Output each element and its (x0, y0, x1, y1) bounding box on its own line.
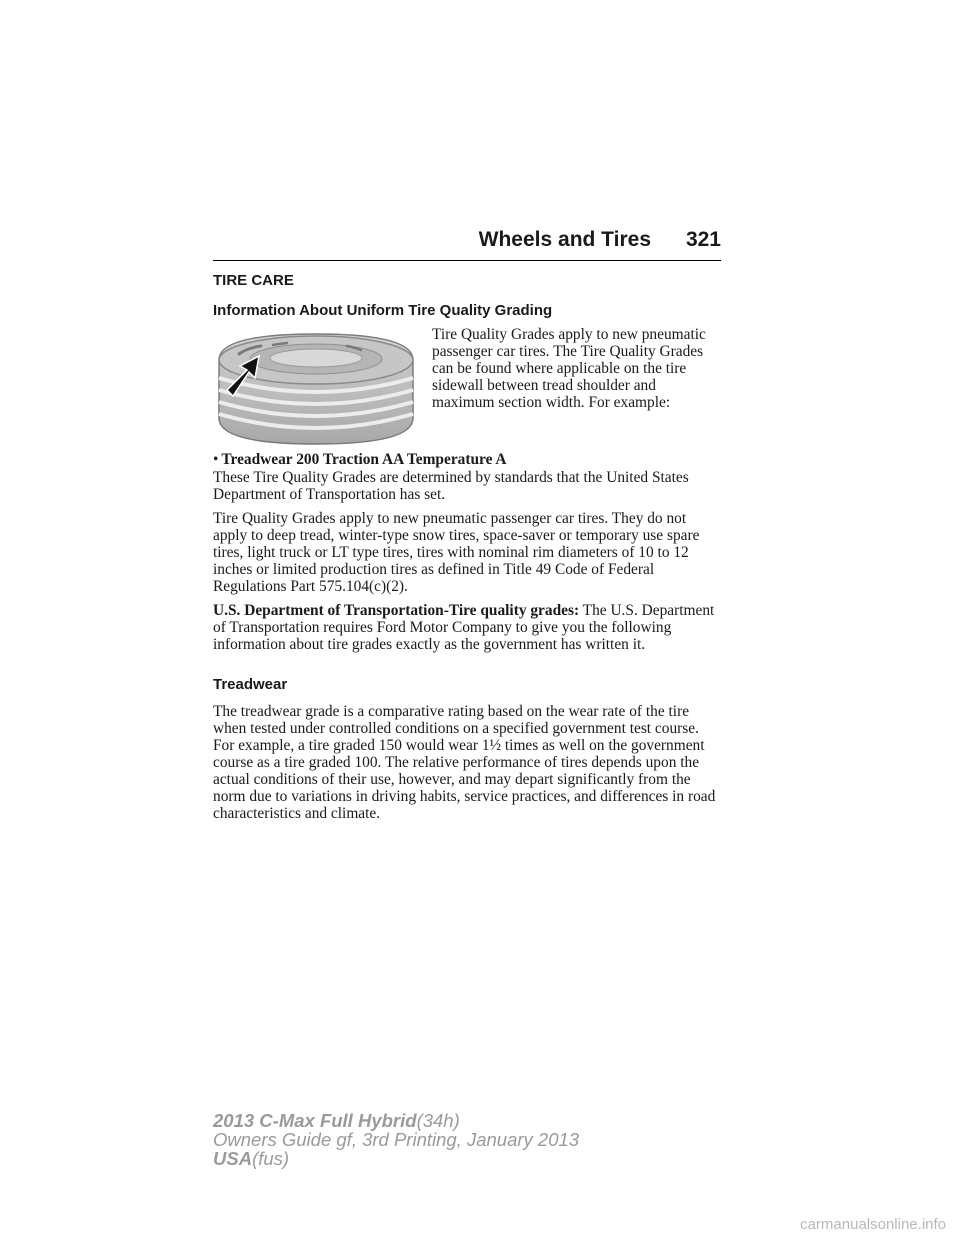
page-number: 321 (685, 228, 721, 251)
bullet-item (213, 451, 507, 469)
footer-model: 2013 C-Max Full Hybrid (213, 1110, 417, 1131)
standards-paragraph: These Tire Quality Grades are determined by standards that the United States Department of Transportation has set. (213, 469, 689, 503)
intro-paragraph: Tire Quality Grades apply to new pneumatic passenger car tires. The Tire Quality Grades can be found where applicable on the tire sidewall between tread shoulder and maximum section width. For example: (432, 326, 706, 411)
dot-grades-body: The U.S. Department of Transportation requires Ford Motor Company to give you the following information about tire grades exactly as the government has written it. (213, 602, 715, 653)
bullet-text: Treadwear 200 Traction AA Temperature A (221, 451, 507, 468)
page-footer (213, 1111, 579, 1168)
subsection-title: Information About Uniform Tire Quality Grading (213, 302, 553, 319)
footer-model-code: (34h) (416, 1110, 460, 1131)
page-header (213, 228, 721, 262)
footer-line-2: Owners Guide gf, 3rd Printing, January 2013 (213, 1129, 580, 1150)
footer-market: USA (213, 1148, 253, 1169)
footer-line-3 (213, 1149, 579, 1168)
dot-grades-paragraph (213, 602, 723, 653)
footer-market-code: (fus) (252, 1148, 290, 1169)
section-title: TIRE CARE (213, 272, 294, 289)
treadwear-paragraph: The treadwear grade is a comparative rating based on the wear rate of the tire when tested under controlled conditions on a specified government test course. For example, a tire graded 150 would wear 1½ times as well on the government course as a tire graded 100. The relative performance of tires depends upon the actual conditions of their use, however, and may depart significantly from the norm due to variations in driving habits, service practices, and differences in road characteristics and climate. (213, 703, 716, 822)
treadwear-heading: Treadwear (213, 676, 288, 693)
header-divider (213, 260, 721, 261)
chapter-title: Wheels and Tires (478, 228, 651, 251)
footer-line-1 (213, 1111, 579, 1130)
tire-sidewall-illustration (213, 330, 419, 448)
applicability-paragraph: Tire Quality Grades apply to new pneumatic passenger car tires. They do not apply to deep tread, winter-type snow tires, space-saver or temporary use spare tires, light truck or LT type tires, tires with nominal rim diameters of 10 to 12 inches or limited production tires as defined in Title 49 Code of Federal Regulations Part 575.104(c)(2). (213, 510, 700, 595)
watermark: carmanualsonline.info (800, 1216, 946, 1233)
dot-grades-lead: U.S. Department of Transportation-Tire quality grades: (213, 602, 580, 619)
bullet-dot: • (213, 451, 219, 468)
